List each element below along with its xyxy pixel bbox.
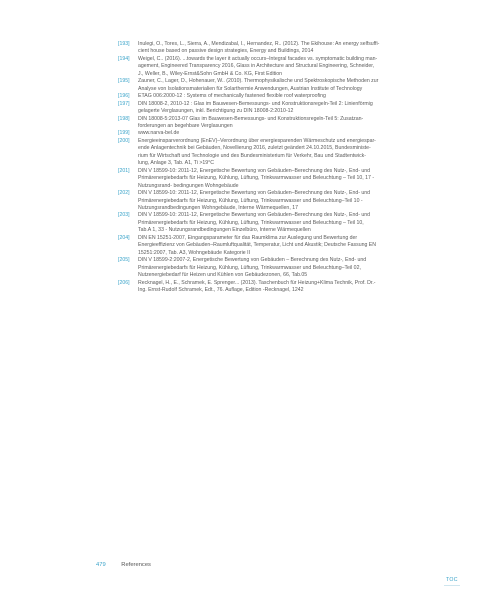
reference-text <box>138 93 452 100</box>
reference-text <box>138 116 452 131</box>
reference-line: Zauner, C., Lager, D., Hohenauer, W.. (2010). Thermophysikalische und Spektroskopische Methoden zur <box>138 78 379 85</box>
reference-line: cient house based on passive design strategies, Energy and Buildings, 2014 <box>138 48 314 55</box>
reference-text <box>138 190 452 212</box>
reference-line: Recknagel, H., E., Schramek, E. Sprenger... (2013). Taschenbuch für Heizung+Klima Technik, Prof. Dr.- <box>138 279 376 286</box>
reference-entry <box>118 280 452 295</box>
reference-text <box>138 235 452 257</box>
reference-number: [195] <box>118 78 130 85</box>
reference-number: [199] <box>118 130 130 137</box>
reference-number: [204] <box>118 234 130 241</box>
reference-entry <box>118 138 452 168</box>
toc-link[interactable]: TOC <box>446 577 458 583</box>
toc-underline <box>444 585 460 586</box>
reference-text <box>138 78 452 93</box>
reference-text <box>138 138 452 168</box>
page-footer <box>96 562 151 568</box>
reference-line: ETAG 006:2000-12 : Systems of mechanically fastened flexible roof waterproofing <box>138 93 326 100</box>
reference-line: Energieeffizienz von Gebäuden–Raumluftqualität, Temperatur, Licht und Akustik; Deutsche Fassung EN <box>138 242 376 249</box>
reference-number: [206] <box>118 279 130 286</box>
reference-entry <box>118 93 452 100</box>
reference-number: [203] <box>118 212 130 219</box>
reference-line: agement, Engineered Transparency 2016, Glass in Architecture and Structural Engineering, Schneider, <box>138 63 375 70</box>
reference-line: Nutzenergiebedarf für Heizen und Kühlen von Gebäudezonen, 66, Tab.05 <box>138 272 308 279</box>
reference-line: Ing. Ernst-Rudolf Schramek, Edt., 76. Auflage, Edition -Recknagel, 1242 <box>138 286 304 293</box>
reference-line: lung, Anlage 3, Tab. A1, Ti >19°C <box>138 160 214 167</box>
reference-line: Primärenergiebedarfs für Heizung, Kühlung, Lüftung, Trinkwarmwasser und Beleuchtung – Teil 10, <box>138 219 364 226</box>
reference-line: DIN EN 15251-2007, Eingangsparameter für das Raumklima zur Auslegung und Bewertung der <box>138 234 358 241</box>
reference-number: [202] <box>118 190 130 197</box>
reference-number: [201] <box>118 167 130 174</box>
reference-text <box>138 280 452 295</box>
reference-line: Nutzungsrand- bedingungen Wohngebäude <box>138 182 239 189</box>
reference-number: [200] <box>118 137 130 144</box>
reference-entry <box>118 78 452 93</box>
reference-line: Nutzungsrandbedingungen Wohngebäude, Interne Wärmequellen, 17 <box>138 204 298 211</box>
reference-line: DIN V 18599-10: 2011-12, Energetische Bewertung von Gebäuden–Berechnung des Nutz-, End- und <box>138 212 371 219</box>
reference-line: Primärenergiebedarfs für Heizung, Kühlung, Lüftung, Trinkwarmwasser und Beleuchtung – Teil 10, 17 - <box>138 175 375 182</box>
reference-text <box>138 56 452 78</box>
reference-entry <box>118 168 452 190</box>
reference-line: Analyse von Isolationsmaterialien für Solarthermie Anwendungen, Austrian Institute of Technology <box>138 85 363 92</box>
reference-line: Primärenergiebedarfs für Heizung, Kühlung, Lüftung, Trinkwarmwasser und Beleuchtung–Teil 10 - <box>138 197 363 204</box>
reference-line: DIN V 18599-10: 2011-12, Energetische Bewertung von Gebäuden–Berechnung des Nutz-, End- und <box>138 167 371 174</box>
reference-number: [197] <box>118 100 130 107</box>
reference-text <box>138 101 452 116</box>
reference-text <box>138 41 452 56</box>
reference-number: [196] <box>118 93 130 100</box>
reference-entry <box>118 257 452 279</box>
reference-entry <box>118 235 452 257</box>
reference-entry <box>118 212 452 234</box>
reference-line: Primärenergiebedarfs für Heizung, Kühlung, Lüftung, Trinkwarmwasser und Beleuchtung–Teil 02, <box>138 264 361 271</box>
section-title: References <box>121 562 151 568</box>
reference-text <box>138 212 452 234</box>
reference-line: DIN V 18599-2:2007-2, Energetische Bewertung von Gebäuden – Berechnung des Nutz-, End- und <box>138 257 367 264</box>
reference-line: ende Anlagentechnik bei Gebäuden, Novellierung 2016, zuletzt geändert 24.10.2015, Bundesministe- <box>138 145 371 152</box>
reference-text <box>138 168 452 190</box>
reference-line: www.narva-bel.de <box>138 130 180 137</box>
reference-line: rium für Wirtschaft und Technologie und des Bundesministerium für Verkehr, Bau und Stadtentwick- <box>138 152 366 159</box>
reference-line: J., Weller, B., Wiley-Ernst&Sohn GmbH & Co. KG, First Edition <box>138 70 283 77</box>
reference-line: Tab.A 1, 33 - Nutzungsrandbedingungen Einzelbüro, Interne Wärmequellen <box>138 227 311 234</box>
reference-line: Energieeinsparverordnung (EnEV)–Verordnung über energiesparenden Wärmeschutz und energiespar- <box>138 137 376 144</box>
reference-number: [193] <box>118 41 130 47</box>
reference-number: [198] <box>118 115 130 122</box>
reference-entry <box>118 130 452 137</box>
reference-number: [205] <box>118 257 130 264</box>
reference-entry <box>118 116 452 131</box>
page-number: 479 <box>96 562 106 568</box>
reference-entry <box>118 190 452 212</box>
reference-line: forderungen an begehbare Verglasungen <box>138 122 233 129</box>
reference-entry <box>118 41 452 56</box>
reference-line: gelagerte Verglasungen, inkl. Berichtigung zu DIN 18008-2:2010-12 <box>138 108 294 115</box>
reference-line: Weigel, C.. (2016). ...towards the layer it actually occurs–Integral facades vs. symptomatic building man- <box>138 55 378 62</box>
reference-line: DIN 18008-2, 2010-12 : Glas im Bauwesen-Bemessungs- und Konstruktionsregeln-Teil 2: Linienförmig <box>138 100 373 107</box>
reference-number: [194] <box>118 55 130 62</box>
reference-text <box>138 130 452 137</box>
reference-entry <box>118 101 452 116</box>
reference-line: Inulegi, O., Tores, L., Sierra, A., Mendizabal, I., Hernandez, R.. (2012). The Ekihouse: An energy selfsuffi- <box>138 41 380 47</box>
reference-line: 15251:2007, Tab. A3, Wohngebäude Kategorie II <box>138 249 251 256</box>
reference-line: DIN 18008-5:2013-07 Glas im Bauwesen-Bemessungs- und Konstruktionsregeln-Teil 5: Zusatzan- <box>138 115 364 122</box>
reference-list <box>118 41 452 294</box>
reference-text <box>138 257 452 279</box>
reference-line: DIN V 18599-10: 2011-12, Energetische Bewertung von Gebäuden–Berechnung des Nutz-, End- und <box>138 190 371 197</box>
reference-entry <box>118 56 452 78</box>
